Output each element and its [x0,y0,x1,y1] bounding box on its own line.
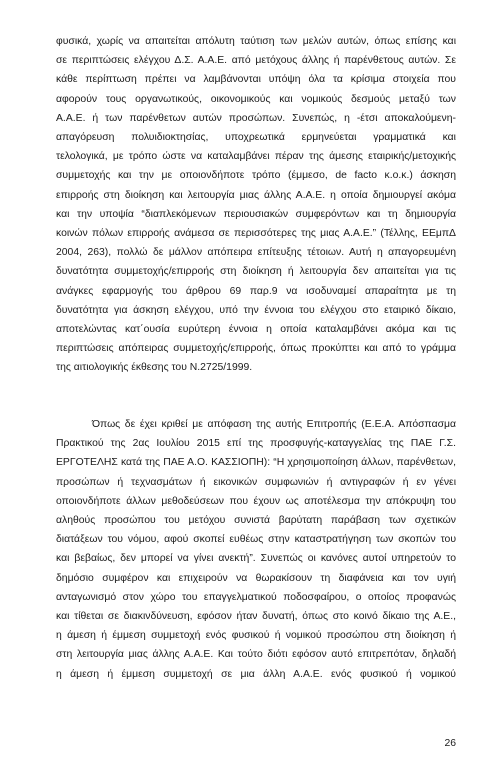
paragraph-1 [56,32,456,378]
text-line: αποτελώντας κατ΄ουσία ευρύτερη έννοια η οποία καταλαμβάνει ακόμα και τις [56,324,456,336]
text-line: τελολογικά, με τρόπο ώστε να καταλαμβάνει πέραν της άμεσης εταιρικής/μετοχικής [56,151,456,163]
text-line: αληθούς προσώπου του μετόχου συνιστά βαρύτατη παράβαση των σχετικών [56,515,456,527]
text-line: διατάξεων του νόμου, αφού σκοπεί ευθέως στην καταστρατήγηση των σκοπών του [56,534,456,546]
text-line: ανάγκες εφαρμογής του άρθρου 69 παρ.9 να ισοδυναμεί απαραίτητα με τη [56,285,456,297]
text-line: Όπως δε έχει κριθεί με απόφαση της αυτής Επιτροπής (Ε.Ε.Α. Απόσπασμα [92,419,456,430]
text-line: περιπτώσεις απόπειρας συμμετοχής/επιρροής, όπως προκύπτει και από το γράμμα [56,343,456,355]
text-line: και βεβαίως, δεν μπορεί να γίνει ανεκτή”. Συνεπώς οι κανόνες αυτοί υπηρετούν το [56,553,456,565]
text-line: αφορούν τους οργανωτικούς, οικονομικούς και νομικούς δεσμούς μεταξύ των [56,93,456,105]
text-line: και τίθεται σε διακινδύνευση, εφόσον ήταν δυνατή, όπως στο κοινό δίκαιο της Α.Ε., [56,611,456,623]
text-line: της αιτιολογικής έκθεσης του Ν.2725/1999. [56,362,253,374]
text-line: Α.Α.Ε. ή των παρένθετων αυτών προσώπων. Συνεπώς, η -έτσι αποκαλούμενη- [56,112,456,124]
text-line: και την υποψία “διαπλεκόμενων περιουσιακών συμφερόντων και τη δημιουργία [56,208,456,220]
text-line: σε περιπτώσεις ελέγχου Δ.Σ. Α.Α.Ε. από μετόχους άλλης ή παρένθετους αυτών. Σε [56,55,456,67]
text-line: κοινών πόλων επιρροής ανάμεσα σε περισσότερες της μιας Α.Α.Ε.” (Τέλλης, ΕΕμπΔ [56,228,456,240]
text-line: Πρακτικού της 2ας Ιουλίου 2015 επί της προσφυγής-καταγγελίας της ΠΑΕ Γ.Σ. [56,438,456,450]
text-line: επιρροής στη διοίκηση και λειτουργία μιας άλλης Α.Α.Ε. η οποία δημιουργεί ακόμα [56,189,456,201]
text-line: 2004, 263), πολλώ δε μάλλον απόπειρα επίτευξης τέτοιων. Αυτή η απαγορευμένη [56,247,456,259]
text-line: προσώπων ή τεχνασμάτων ή εικονικών συμφωνιών ή αντιγραφών ή εν γένει [56,476,456,488]
text-line: κάθε περίπτωση πρέπει να λαμβάνονται υπόψη όλα τα κρίσιμα στοιχεία που [56,74,456,86]
text-line: συμμετοχής και την με οποιονδήποτε τρόπο (έμμεσο, de facto κ.ο.κ.) άσκηση [56,170,456,182]
text-line: στη λειτουργία μιας άλλης Α.Α.Ε. Και τούτο διότι εφόσον αυτό επιτρεπόταν, δηλαδή [56,649,456,661]
paragraph-2 [56,415,456,684]
text-line: δυνατότητα συμμετοχής/επιρροής στη διοίκηση ή λειτουργία δεν απαιτείται για τις [56,266,456,278]
text-line: η άμεση ή έμμεση συμμετοχή ενός φυσικού ή νομικού προσώπου στη διοίκηση ή [56,630,456,642]
page-number: 26 [444,738,456,749]
text-line: δημόσιο συμφέρον και επιχειρούν να θωρακίσουν τη διαφάνεια και τον υγιή [56,572,456,584]
text-line: ανταγωνισμό στον χώρο του επαγγελματικού ποδοσφαίρου, ο οποίος προφανώς [56,591,456,603]
text-line: η άμεση ή έμμεση συμμετοχή σε μια άλλη Α.Α.Ε. ενός φυσικού ή νομικού [56,668,456,680]
text-line: οποιονδήποτε άλλων μεθοδεύσεων που έχουν ως αποτέλεσμα την απόκρυψη του [56,495,456,507]
text-line: φυσικά, χωρίς να απαιτείται απόλυτη ταύτιση των μελών αυτών, όπως επίσης και [56,36,456,47]
text-line: ΕΡΓΟΤΕΛΗΣ κατά της ΠΑΕ Α.Ο. ΚΑΣΣΙΟΠΗ): “Η χρησιμοποίηση άλλων, παρένθετων, [56,457,456,469]
text-line: δυνατότητα για άσκηση ελέγχου, υπό την έννοια του ελέγχου στο εταιρικό δίκαιο, [56,304,456,316]
text-line: απαγόρευση πολυιδιοκτησίας, υποχρεωτικά ερμηνεύεται γραμματικά και [56,132,456,144]
